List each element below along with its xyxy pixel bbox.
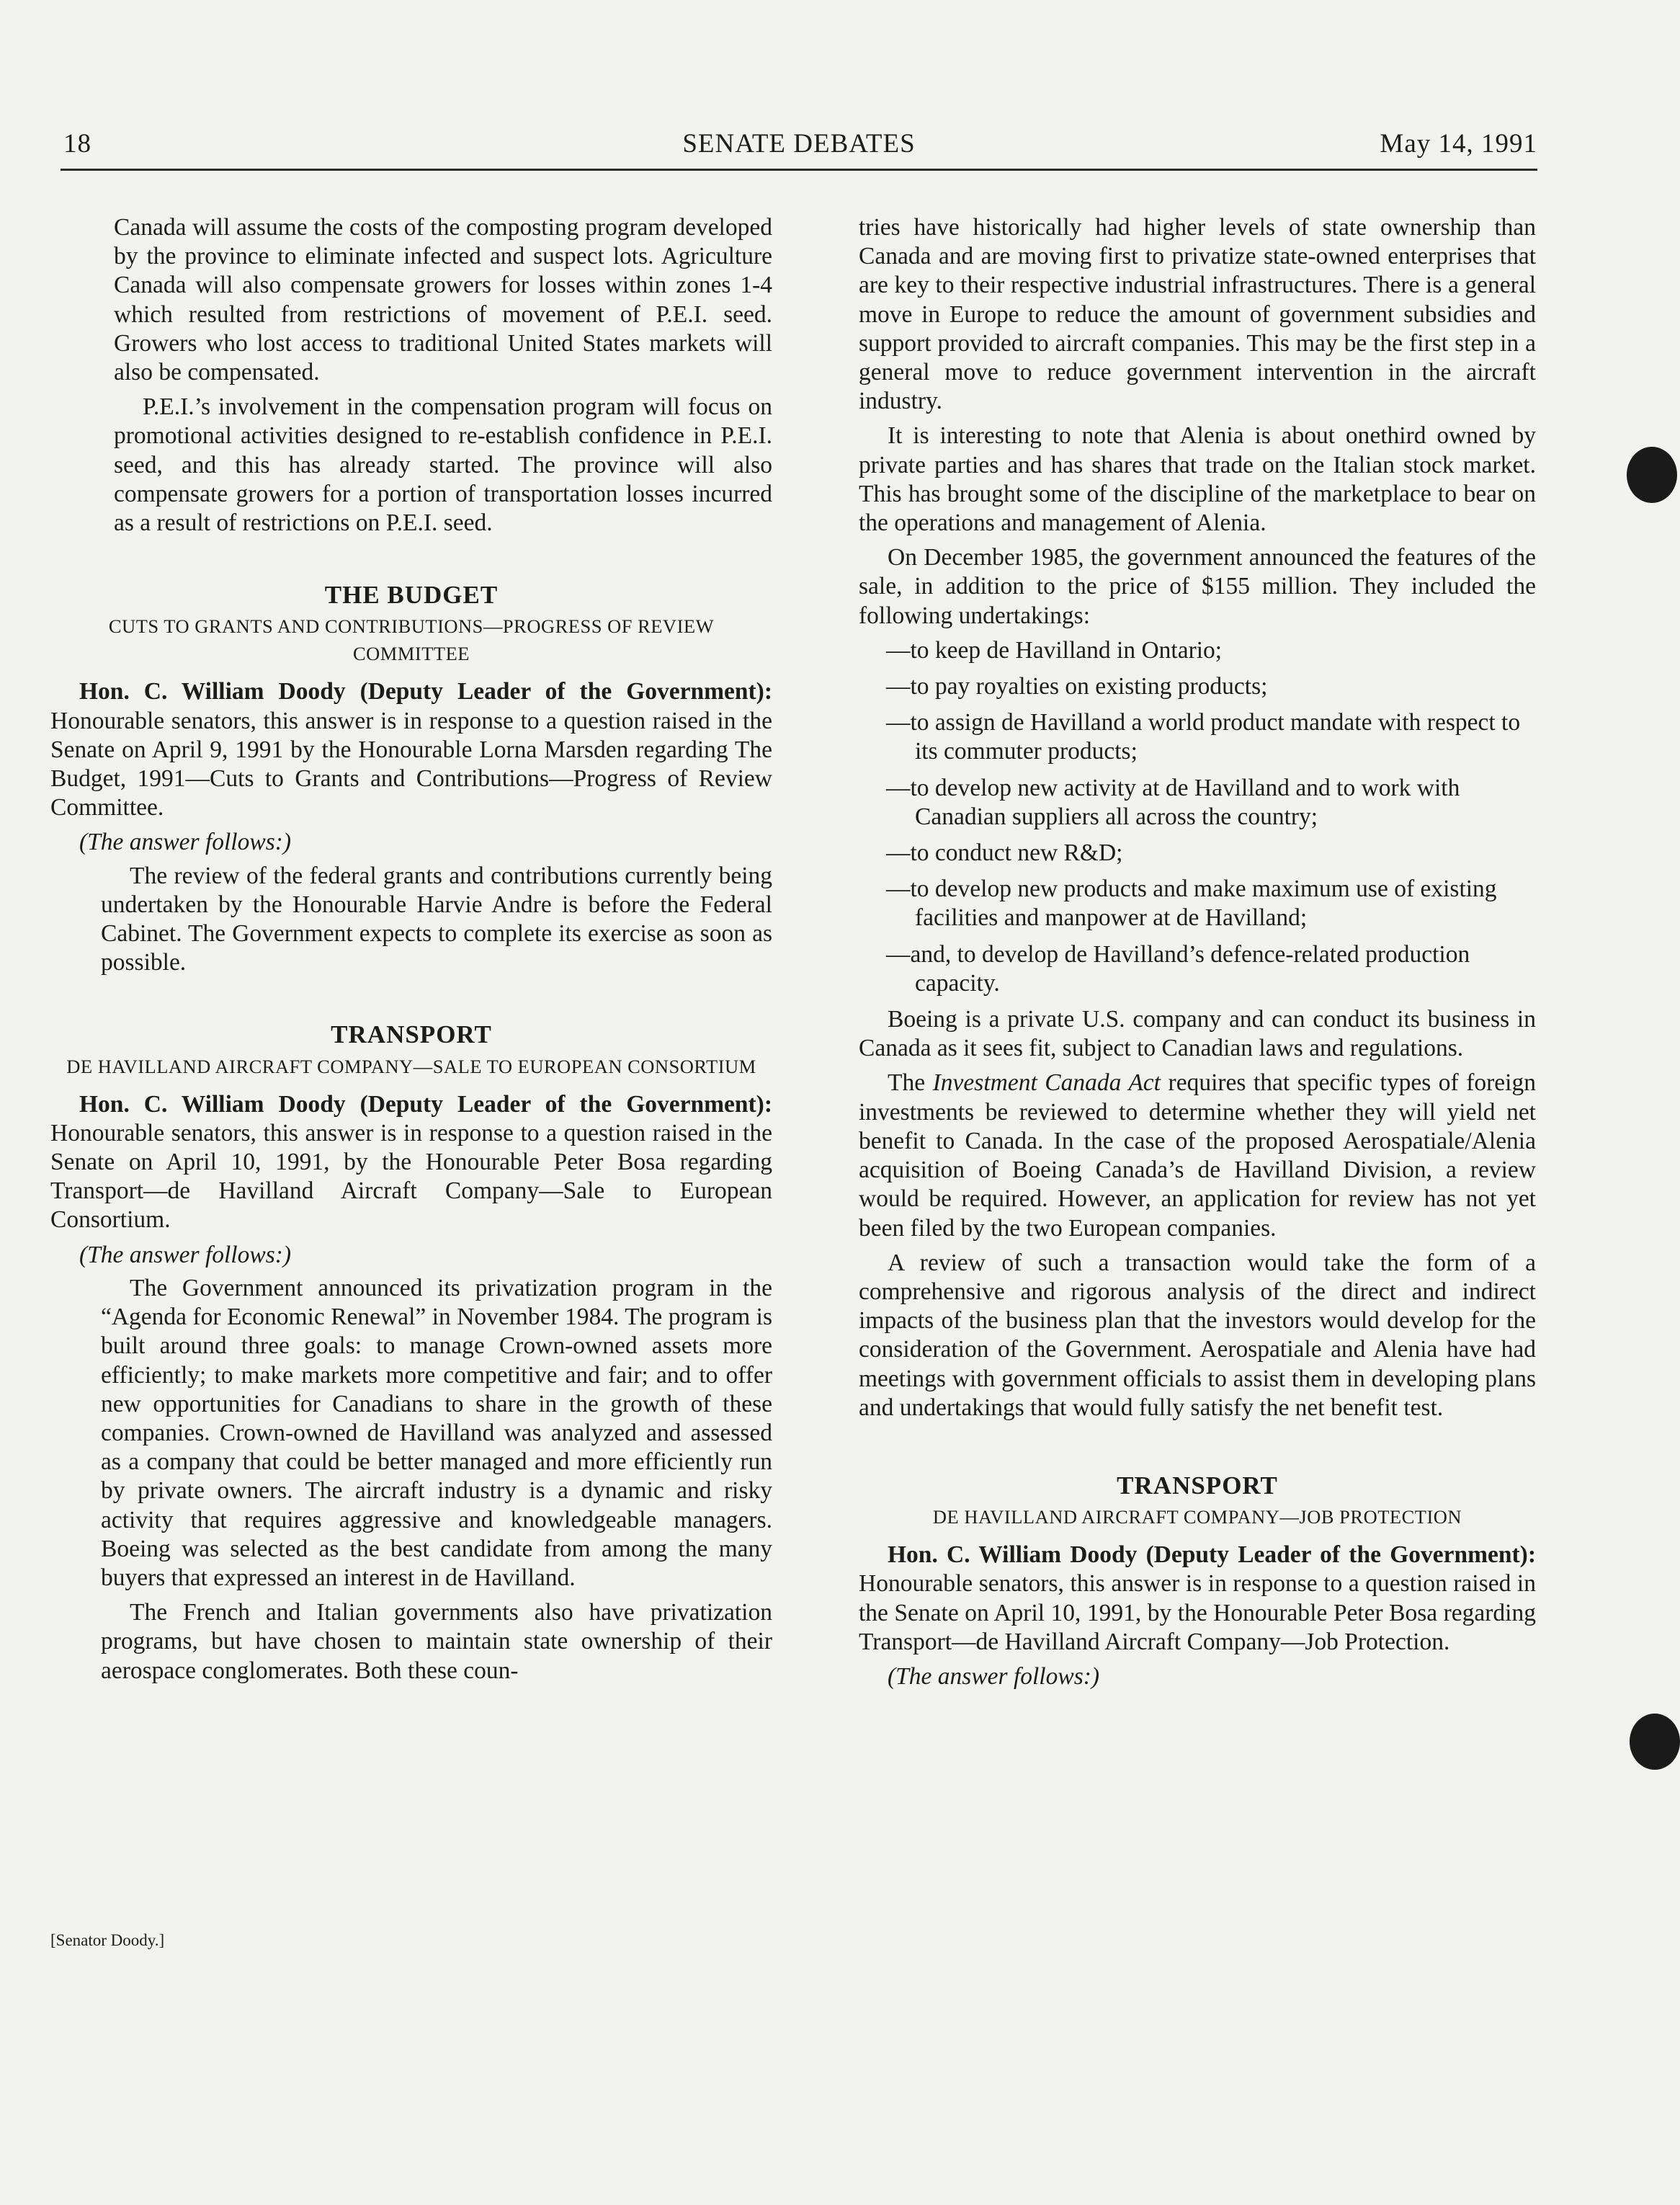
speaker-name: Hon. C. William Doody (Deputy Leader of the Government): [79,1090,772,1118]
answer-follows-label: (The answer follows:) [888,1662,1100,1690]
intro-text: Honourable senators, this answer is in response to a question raised in the Senate on April 10, 1991, by the Honourable Peter Bosa regarding Transport—de Havilland Aircraft Company—Job Protection. [859,1570,1536,1655]
answer-block [50,1274,772,1685]
speaker-name: Hon. C. William Doody (Deputy Leader of the Government): [888,1541,1536,1569]
section-subheading: CUTS TO GRANTS AND CONTRIBUTIONS—PROGRESS OF REVIEW COMMITTEE [108,615,715,665]
list-item: —to conduct new R&D; [886,839,1123,867]
list-item: —to develop new activity at de Havilland and to work with Canadian suppliers all across the country; [886,774,1460,830]
answer-paragraph: The review of the federal grants and contributions currently being undertaken by the Honourable Harvie Andre is before the Federal Cabinet. The Government expects to complete its exercise as soon as possible. [101,862,772,976]
paragraph: The Investment Canada Act requires that specific types of foreign investments be reviewed to determine whether they will yield net benefit to Canada. In the case of the proposed Aerospatiale/Alenia acquisition of Boeing Canada’s de Havilland Division, a review would be required. However, an application for review has not yet been filed by the two European companies. [859,1069,1536,1242]
list-item: —and, to develop de Havilland’s defence-related production capacity. [886,940,1470,997]
paragraph: P.E.I.’s involvement in the compensation program will focus on promotional activities designed to re-establish confidence in P.E.I. seed, and this has already started. The province will also compensate growers for a portion of transportation losses incurred as a result of restrictions on P.E.I. seed. [114,393,772,537]
publication-date: May 14, 1991 [1380,129,1537,159]
binding-hole-mark [1630,1714,1680,1770]
list-item: —to develop new products and make maximum use of existing facilities and manpower at de Havilland; [886,876,1497,932]
page-number: 18 [63,129,91,159]
footer-note: [Senator Doody.] [50,1931,165,1949]
publication-title: SENATE DEBATES [682,129,916,159]
section-heading: THE BUDGET [324,581,499,610]
list-item: —to keep de Havilland in Ontario; [886,636,1223,664]
paragraph: On December 1985, the government announced the features of the sale, in addition to the price of $155 million. They included the following undertakings: [859,544,1536,629]
binding-hole-mark [1627,447,1677,503]
paragraph: Boeing is a private U.S. company and can conduct its business in Canada as it sees fit, subject to Canadian laws and regulations. [859,1006,1536,1062]
list-item: —to assign de Havilland a world product mandate with respect to its commuter products; [886,709,1521,765]
act-title: Investment Canada Act [932,1069,1161,1097]
answer-follows-label: (The answer follows:) [79,829,292,856]
left-column [50,213,772,1691]
section-heading: TRANSPORT [1117,1471,1278,1500]
answer-paragraph: The French and Italian governments also have privatization programs, but have chosen to maintain state ownership of their aerospace conglomerates. Both these coun- [101,1599,772,1684]
undertakings-list [859,636,1536,998]
question-intro [50,677,772,822]
list-item: —to pay royalties on existing products; [886,673,1268,700]
answer-block [50,862,772,978]
paragraph: tries have historically had higher levels of state ownership than Canada and are moving first to privatize state-owned enterprises that are key to their respective industrial infrastructures. There is a general move in Europe to reduce the amount of government subsidies and support provided to aircraft companies. This may be the first step in a general move to reduce government intervention in the aircraft industry. [859,214,1536,415]
intro-text: Honourable senators, this answer is in response to a question raised in the Senate on April 10, 1991, by the Honourable Peter Bosa regarding Transport—de Havilland Aircraft Company—Sale to European Consortium. [50,1119,772,1234]
paragraph: A review of such a transaction would take the form of a comprehensive and rigorous analysis of the direct and indirect impacts of the business plan that the investors would develop for the consideration of the Government. Aerospatiale and Alenia have had meetings with government officials to assist them in developing plans and undertakings that would fully satisfy the net benefit test. [859,1249,1536,1421]
section-subheading: DE HAVILLAND AIRCRAFT COMPANY—SALE TO EUROPEAN CONSORTIUM [66,1055,756,1077]
section-heading: TRANSPORT [331,1020,492,1049]
question-intro [859,1541,1536,1657]
question-intro [50,1090,772,1235]
paragraph: It is interesting to note that Alenia is about onethird owned by private parties and has shares that trade on the Italian stock market. This has brought some of the discipline of the marketplace to bear on the operations and management of Alenia. [859,422,1536,537]
answer-paragraph: The Government announced its privatization program in the “Agenda for Economic Renewal” in November 1984. The program is built around three goals: to manage Crown-owned assets more efficiently; to make markets more competitive and fair; and to offer new opportunities for Canadians to share in the growth of these companies. Crown-owned de Havilland was analyzed and assessed as a company that could be better managed and more efficiently run by private owners. The aircraft industry is a dynamic and risky activity that requires aggressive and knowledgeable managers. Boeing was selected as the best candidate from among the many buyers that expressed an interest in de Havilland. [101,1274,772,1591]
speaker-name: Hon. C. William Doody (Deputy Leader of the Government): [79,678,772,705]
paragraph: Canada will assume the costs of the composting program developed by the province to eliminate infected and suspect lots. Agriculture Canada will also compensate growers for losses within zones 1-4 which resulted from restrictions of movement of P.E.I. seed. Growers who lost access to traditional United States markets will also be compensated. [114,214,772,386]
right-column [859,213,1536,1696]
answer-follows-label: (The answer follows:) [79,1241,292,1268]
page-header [61,128,1537,171]
intro-text: Honourable senators, this answer is in response to a question raised in the Senate on April 9, 1991 by the Honourable Lorna Marsden regarding The Budget, 1991—Cuts to Grants and Contributions—Progress of Review Committee. [50,707,772,821]
section-subheading: DE HAVILLAND AIRCRAFT COMPANY—JOB PROTECTION [932,1506,1462,1528]
